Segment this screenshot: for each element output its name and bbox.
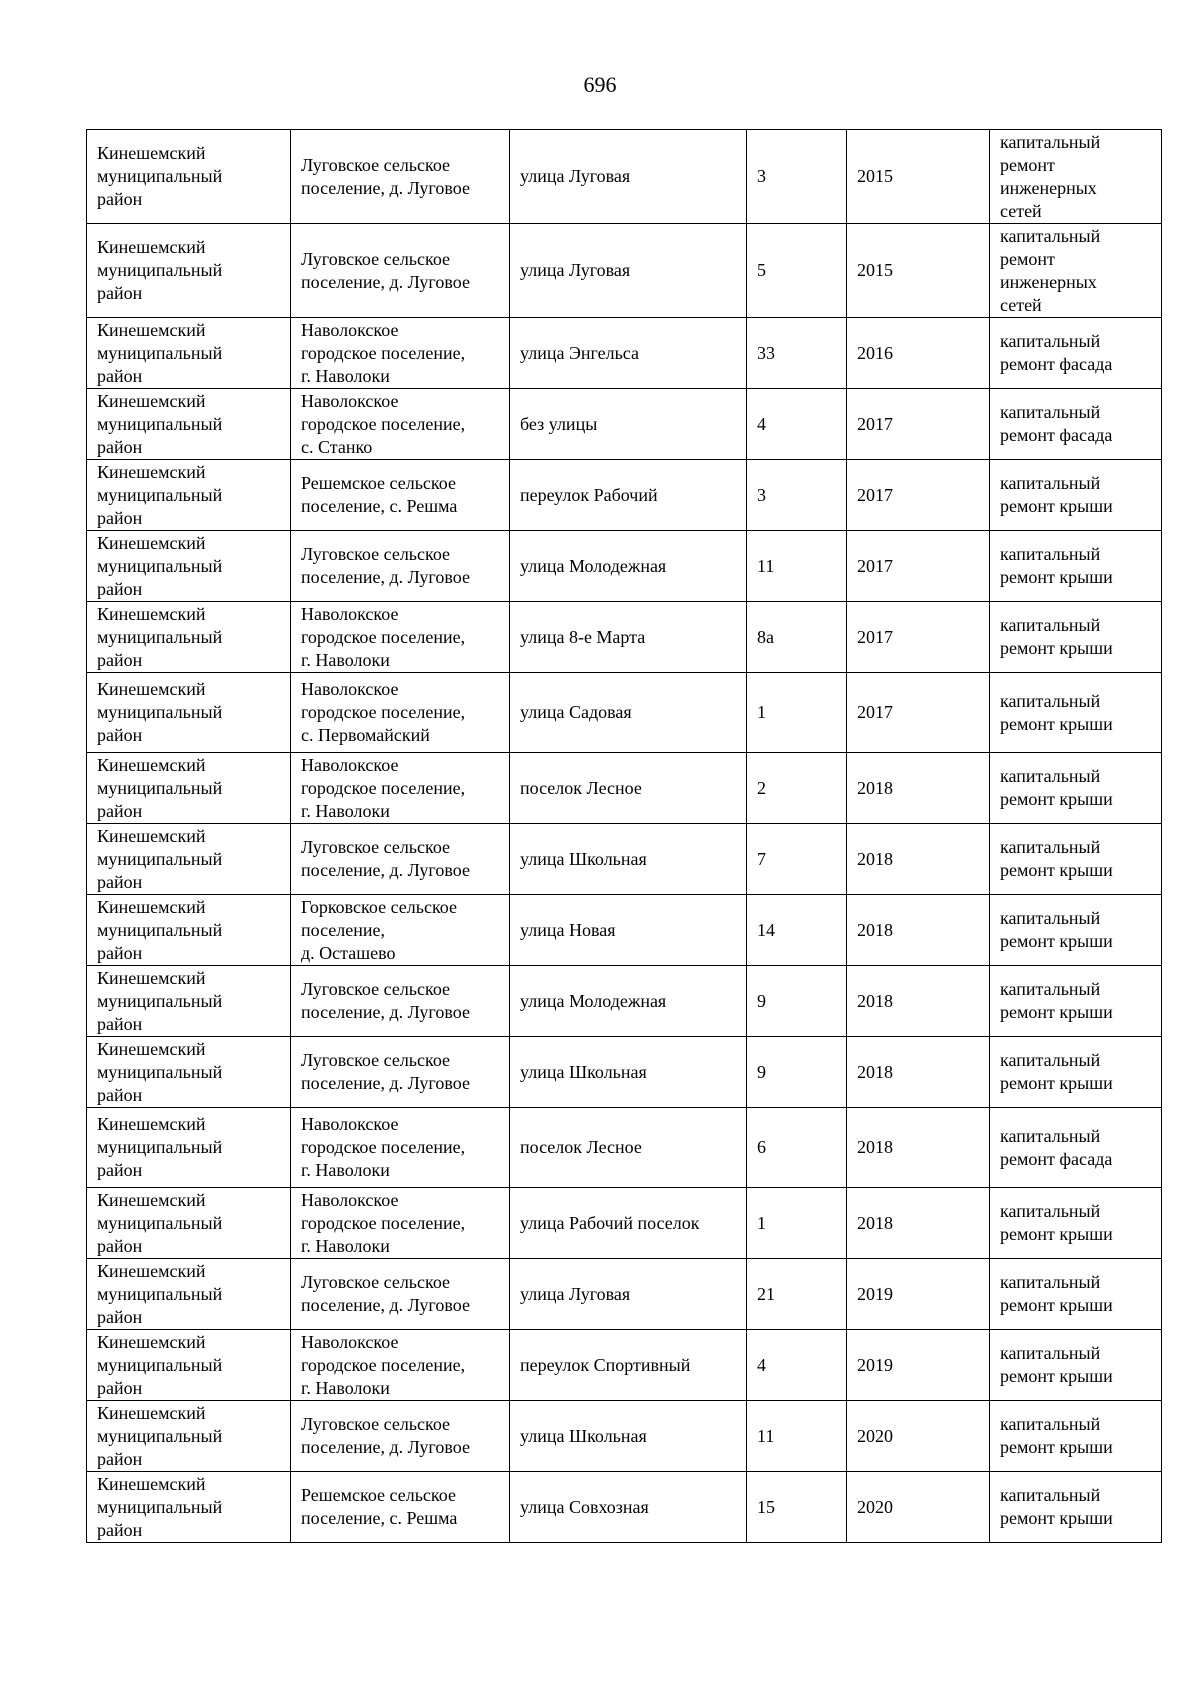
cell-house-number: 4 <box>747 389 847 460</box>
cell-settlement: Луговское сельское поселение, д. Луговое <box>291 966 510 1037</box>
cell-street: улица Молодежная <box>510 966 747 1037</box>
cell-district: Кинешемский муниципальный район <box>87 895 291 966</box>
cell-work-type: капитальный ремонт крыши <box>990 1401 1162 1472</box>
table-row <box>87 389 1162 460</box>
table-row <box>87 1472 1162 1543</box>
cell-settlement: Луговское сельское поселение, д. Луговое <box>291 130 510 224</box>
cell-year: 2018 <box>847 753 990 824</box>
cell-work-type: капитальный ремонт крыши <box>990 1188 1162 1259</box>
cell-year: 2016 <box>847 318 990 389</box>
cell-work-type: капитальный ремонт инженерных сетей <box>990 130 1162 224</box>
cell-house-number: 33 <box>747 318 847 389</box>
cell-settlement: Луговское сельское поселение, д. Луговое <box>291 824 510 895</box>
cell-work-type: капитальный ремонт крыши <box>990 460 1162 531</box>
cell-work-type: капитальный ремонт фасада <box>990 389 1162 460</box>
cell-district: Кинешемский муниципальный район <box>87 1259 291 1330</box>
cell-year: 2020 <box>847 1401 990 1472</box>
cell-house-number: 7 <box>747 824 847 895</box>
cell-year: 2019 <box>847 1259 990 1330</box>
cell-house-number: 1 <box>747 673 847 753</box>
cell-street: переулок Спортивный <box>510 1330 747 1401</box>
cell-year: 2015 <box>847 224 990 318</box>
cell-work-type: капитальный ремонт крыши <box>990 531 1162 602</box>
cell-settlement: Наволокское городское поселение, г. Наволоки <box>291 1330 510 1401</box>
cell-street: улица Энгельса <box>510 318 747 389</box>
cell-settlement: Луговское сельское поселение, д. Луговое <box>291 1259 510 1330</box>
table-row <box>87 753 1162 824</box>
table-row <box>87 895 1162 966</box>
cell-year: 2018 <box>847 895 990 966</box>
cell-settlement: Наволокское городское поселение, г. Наволоки <box>291 602 510 673</box>
table-row <box>87 1108 1162 1188</box>
cell-street: улица Школьная <box>510 824 747 895</box>
cell-street: улица Школьная <box>510 1401 747 1472</box>
cell-year: 2019 <box>847 1330 990 1401</box>
cell-settlement: Наволокское городское поселение, с. Первомайский <box>291 673 510 753</box>
cell-district: Кинешемский муниципальный район <box>87 1108 291 1188</box>
cell-street: улица Молодежная <box>510 531 747 602</box>
cell-work-type: капитальный ремонт фасада <box>990 1108 1162 1188</box>
cell-house-number: 2 <box>747 753 847 824</box>
cell-settlement: Луговское сельское поселение, д. Луговое <box>291 1401 510 1472</box>
cell-street: переулок Рабочий <box>510 460 747 531</box>
cell-district: Кинешемский муниципальный район <box>87 824 291 895</box>
cell-work-type: капитальный ремонт крыши <box>990 966 1162 1037</box>
cell-house-number: 3 <box>747 130 847 224</box>
cell-district: Кинешемский муниципальный район <box>87 531 291 602</box>
cell-district: Кинешемский муниципальный район <box>87 1401 291 1472</box>
table-row <box>87 824 1162 895</box>
table-row <box>87 1037 1162 1108</box>
cell-house-number: 5 <box>747 224 847 318</box>
cell-house-number: 9 <box>747 1037 847 1108</box>
repair-schedule-table <box>86 129 1162 1543</box>
cell-district: Кинешемский муниципальный район <box>87 389 291 460</box>
cell-district: Кинешемский муниципальный район <box>87 673 291 753</box>
cell-year: 2017 <box>847 673 990 753</box>
cell-settlement: Решемское сельское поселение, с. Решма <box>291 1472 510 1543</box>
cell-house-number: 21 <box>747 1259 847 1330</box>
cell-work-type: капитальный ремонт крыши <box>990 895 1162 966</box>
cell-work-type: капитальный ремонт крыши <box>990 1330 1162 1401</box>
cell-work-type: капитальный ремонт крыши <box>990 1472 1162 1543</box>
cell-year: 2018 <box>847 824 990 895</box>
page-number: 696 <box>583 72 617 97</box>
cell-year: 2018 <box>847 966 990 1037</box>
table-row <box>87 966 1162 1037</box>
cell-settlement: Луговское сельское поселение, д. Луговое <box>291 224 510 318</box>
cell-house-number: 3 <box>747 460 847 531</box>
cell-year: 2018 <box>847 1037 990 1108</box>
cell-district: Кинешемский муниципальный район <box>87 753 291 824</box>
cell-work-type: капитальный ремонт крыши <box>990 1259 1162 1330</box>
cell-settlement: Решемское сельское поселение, с. Решма <box>291 460 510 531</box>
cell-street: улица Луговая <box>510 130 747 224</box>
cell-year: 2017 <box>847 531 990 602</box>
cell-district: Кинешемский муниципальный район <box>87 966 291 1037</box>
cell-work-type: капитальный ремонт фасада <box>990 318 1162 389</box>
table-row <box>87 460 1162 531</box>
cell-house-number: 15 <box>747 1472 847 1543</box>
cell-year: 2017 <box>847 460 990 531</box>
cell-year: 2018 <box>847 1108 990 1188</box>
cell-street: улица Садовая <box>510 673 747 753</box>
cell-settlement: Наволокское городское поселение, г. Наволоки <box>291 1108 510 1188</box>
cell-street: улица Луговая <box>510 1259 747 1330</box>
table-row <box>87 1401 1162 1472</box>
cell-district: Кинешемский муниципальный район <box>87 318 291 389</box>
cell-house-number: 11 <box>747 531 847 602</box>
cell-house-number: 11 <box>747 1401 847 1472</box>
table-row <box>87 1330 1162 1401</box>
table-row <box>87 318 1162 389</box>
cell-work-type: капитальный ремонт крыши <box>990 1037 1162 1108</box>
cell-settlement: Луговское сельское поселение, д. Луговое <box>291 531 510 602</box>
cell-street: улица Школьная <box>510 1037 747 1108</box>
cell-settlement: Наволокское городское поселение, г. Наволоки <box>291 318 510 389</box>
cell-house-number: 6 <box>747 1108 847 1188</box>
cell-district: Кинешемский муниципальный район <box>87 460 291 531</box>
cell-year: 2020 <box>847 1472 990 1543</box>
cell-year: 2017 <box>847 389 990 460</box>
cell-street: поселок Лесное <box>510 1108 747 1188</box>
table-row <box>87 673 1162 753</box>
cell-house-number: 4 <box>747 1330 847 1401</box>
cell-district: Кинешемский муниципальный район <box>87 1472 291 1543</box>
cell-work-type: капитальный ремонт крыши <box>990 602 1162 673</box>
cell-street: без улицы <box>510 389 747 460</box>
cell-work-type: капитальный ремонт крыши <box>990 673 1162 753</box>
cell-street: улица Новая <box>510 895 747 966</box>
cell-settlement: Горковское сельское поселение, д. Осташево <box>291 895 510 966</box>
cell-house-number: 9 <box>747 966 847 1037</box>
table-row <box>87 130 1162 224</box>
cell-settlement: Наволокское городское поселение, с. Станко <box>291 389 510 460</box>
cell-house-number: 14 <box>747 895 847 966</box>
cell-house-number: 8а <box>747 602 847 673</box>
cell-work-type: капитальный ремонт крыши <box>990 824 1162 895</box>
cell-district: Кинешемский муниципальный район <box>87 130 291 224</box>
cell-street: улица 8-е Марта <box>510 602 747 673</box>
cell-district: Кинешемский муниципальный район <box>87 1188 291 1259</box>
cell-district: Кинешемский муниципальный район <box>87 224 291 318</box>
cell-house-number: 1 <box>747 1188 847 1259</box>
cell-settlement: Наволокское городское поселение, г. Наволоки <box>291 1188 510 1259</box>
table-row <box>87 602 1162 673</box>
cell-district: Кинешемский муниципальный район <box>87 1037 291 1108</box>
table-row <box>87 1259 1162 1330</box>
cell-settlement: Луговское сельское поселение, д. Луговое <box>291 1037 510 1108</box>
table-row <box>87 1188 1162 1259</box>
table-row <box>87 224 1162 318</box>
cell-street: поселок Лесное <box>510 753 747 824</box>
cell-street: улица Луговая <box>510 224 747 318</box>
cell-year: 2015 <box>847 130 990 224</box>
cell-street: улица Совхозная <box>510 1472 747 1543</box>
cell-year: 2018 <box>847 1188 990 1259</box>
cell-year: 2017 <box>847 602 990 673</box>
cell-district: Кинешемский муниципальный район <box>87 602 291 673</box>
cell-district: Кинешемский муниципальный район <box>87 1330 291 1401</box>
cell-work-type: капитальный ремонт крыши <box>990 753 1162 824</box>
cell-work-type: капитальный ремонт инженерных сетей <box>990 224 1162 318</box>
cell-street: улица Рабочий поселок <box>510 1188 747 1259</box>
cell-settlement: Наволокское городское поселение, г. Наволоки <box>291 753 510 824</box>
table-row <box>87 531 1162 602</box>
